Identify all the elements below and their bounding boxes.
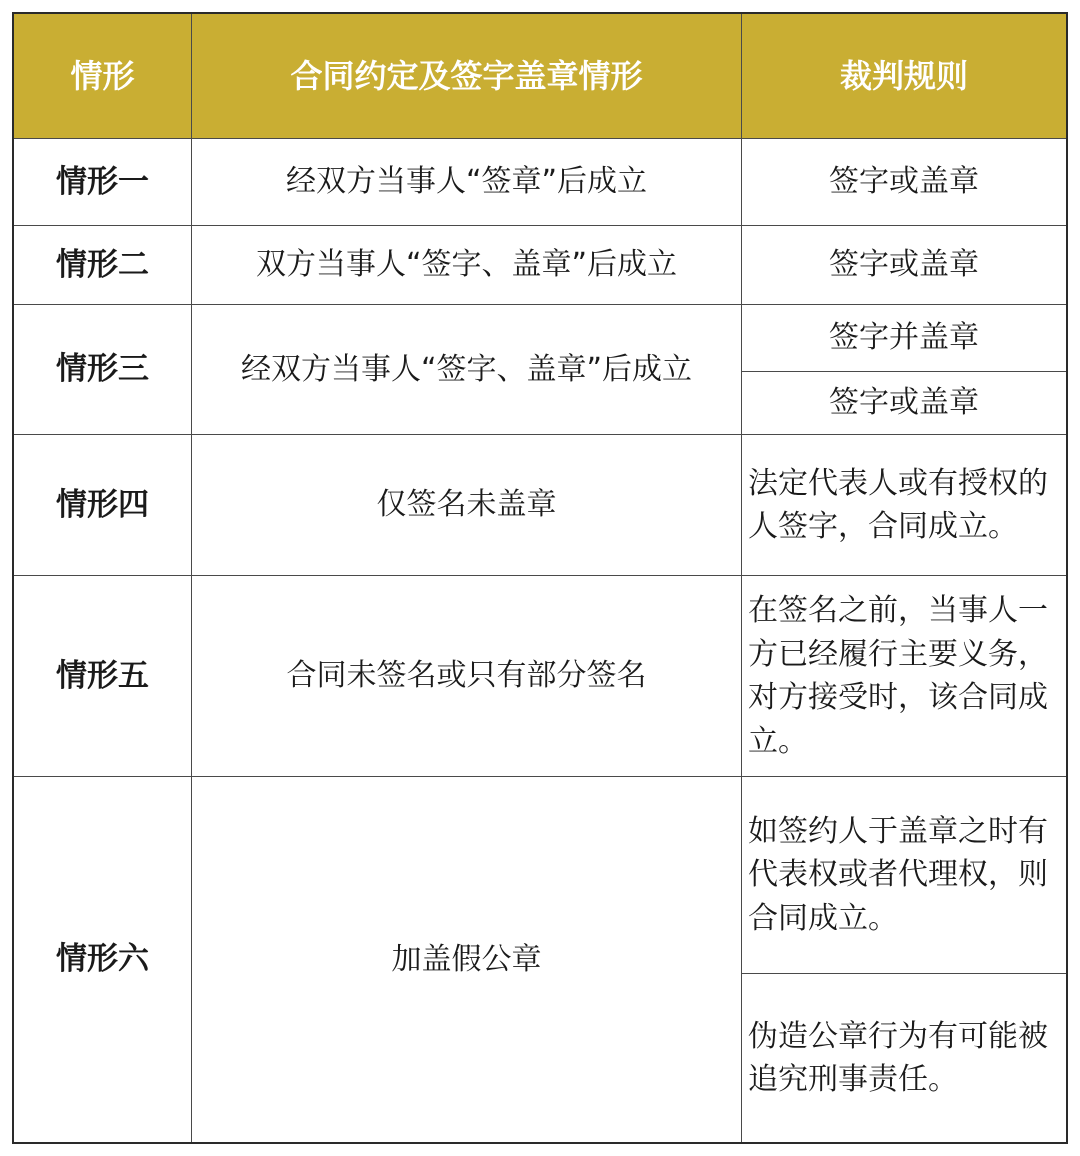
agreement-2: 双方当事人“签字、盖章”后成立 <box>255 247 678 283</box>
header-case: 情形 <box>70 56 135 95</box>
case-4: 情形四 <box>56 486 149 523</box>
row-divider <box>742 371 1066 372</box>
row-divider <box>14 575 1066 576</box>
case-6: 情形六 <box>56 941 149 978</box>
row-divider <box>14 138 1066 139</box>
agreement-6: 加盖假公章 <box>391 941 542 977</box>
rule-2: 签字或盖章 <box>829 247 979 283</box>
case-2: 情形二 <box>56 246 149 283</box>
row-divider <box>14 304 1066 305</box>
row-divider <box>742 973 1066 974</box>
contract-signature-table <box>12 12 1068 1144</box>
rule-3b: 签字或盖章 <box>829 385 979 421</box>
case-5: 情形五 <box>56 657 149 694</box>
header-agreement: 合同约定及签字盖章情形 <box>290 56 643 95</box>
rule-5: 在签名之前，当事人一方已经履行主要义务，对方接受时，该合同成立。 <box>748 593 1048 759</box>
case-1: 情形一 <box>56 163 149 200</box>
rule-4: 法定代表人或有授权的人签字，合同成立。 <box>748 465 1048 544</box>
column-divider <box>191 14 192 1142</box>
row-divider <box>14 434 1066 435</box>
case-3: 情形三 <box>56 351 149 388</box>
header-ruling: 裁判规则 <box>839 56 968 95</box>
rule-1: 签字或盖章 <box>829 164 979 200</box>
agreement-3: 经双方当事人“签字、盖章”后成立 <box>240 351 693 387</box>
rule-3a: 签字并盖章 <box>829 320 979 356</box>
rule-6a: 如签约人于盖章之时有代表权或者代理权，则合同成立。 <box>748 813 1048 936</box>
agreement-4: 仅签名未盖章 <box>376 487 557 523</box>
agreement-1: 经双方当事人“签章”后成立 <box>285 164 648 200</box>
rule-6b: 伪造公章行为有可能被追究刑事责任。 <box>748 1018 1048 1097</box>
row-divider <box>14 225 1066 226</box>
row-divider <box>14 776 1066 777</box>
agreement-5: 合同未签名或只有部分签名 <box>286 658 647 694</box>
